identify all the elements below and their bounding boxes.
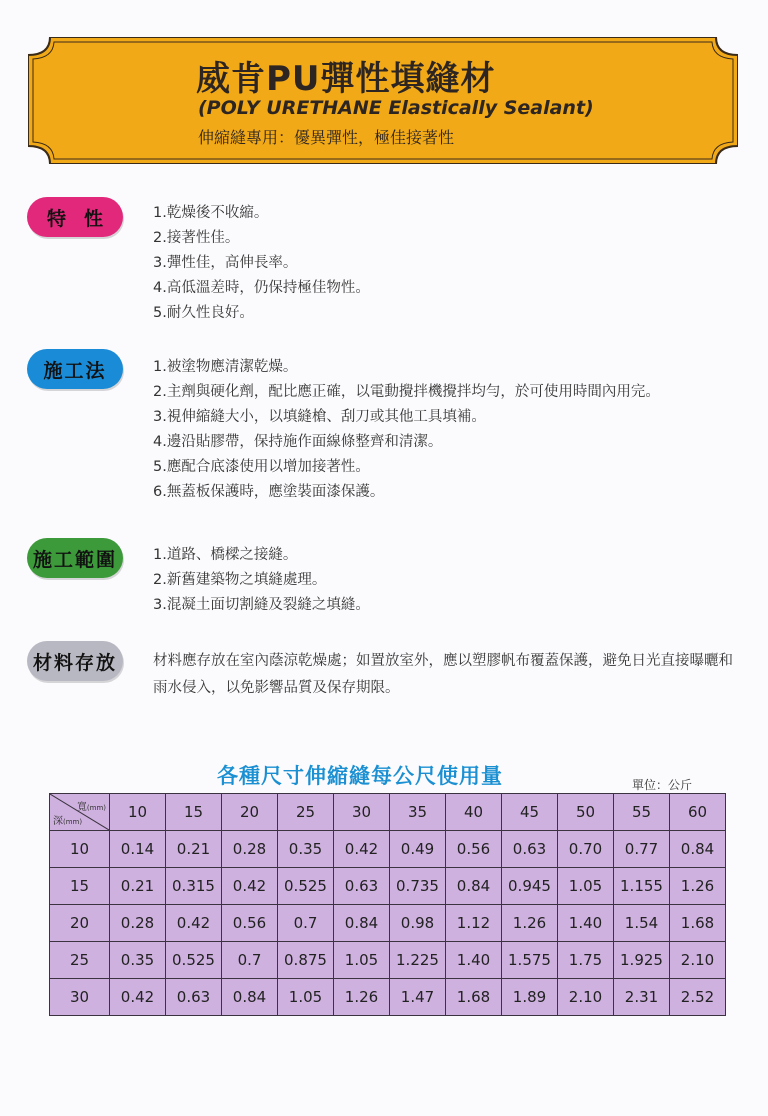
- list-item: 4.高低溫差時，仍保持極佳物性。: [153, 280, 370, 296]
- table-cell: 0.84: [334, 905, 390, 942]
- scope-list: [153, 543, 370, 618]
- table-cell: 0.77: [614, 831, 670, 868]
- table-cell: 0.42: [110, 979, 166, 1016]
- table-cell: 0.56: [222, 905, 278, 942]
- table-cell: 0.28: [110, 905, 166, 942]
- table-cell: 0.84: [670, 831, 726, 868]
- depth-header: 20: [50, 905, 110, 942]
- table-cell: 0.7: [222, 942, 278, 979]
- table-cell: 2.52: [670, 979, 726, 1016]
- table-cell: 1.68: [670, 905, 726, 942]
- table-row: [50, 868, 726, 905]
- width-header: 10: [110, 794, 166, 831]
- list-item: 2.接著性佳。: [153, 230, 240, 246]
- width-header: 35: [390, 794, 446, 831]
- table-cell: 0.21: [166, 831, 222, 868]
- table-cell: 0.42: [166, 905, 222, 942]
- properties-badge: 特性: [27, 197, 123, 237]
- list-item: 3.視伸縮縫大小，以填縫槍、刮刀或其他工具填補。: [153, 409, 486, 425]
- table-cell: 1.05: [334, 942, 390, 979]
- header-banner: [28, 37, 738, 164]
- list-item: 5.應配合底漆使用以增加接著性。: [153, 459, 370, 475]
- width-header: 40: [446, 794, 502, 831]
- table-cell: 2.31: [614, 979, 670, 1016]
- table-row: [50, 942, 726, 979]
- table-cell: 0.7: [278, 905, 334, 942]
- method-badge: 施工法: [27, 349, 123, 389]
- table-cell: 0.98: [390, 905, 446, 942]
- depth-header: 15: [50, 868, 110, 905]
- table-row: [50, 831, 726, 868]
- table-cell: 1.68: [446, 979, 502, 1016]
- table-cell: 0.315: [166, 868, 222, 905]
- table-cell: 0.42: [222, 868, 278, 905]
- usage-table: [49, 793, 726, 1016]
- table-cell: 0.21: [110, 868, 166, 905]
- table-cell: 0.63: [502, 831, 558, 868]
- table-title: 各種尺寸伸縮縫每公尺使用量: [217, 764, 503, 788]
- list-item: 1.道路、橋樑之接縫。: [153, 547, 298, 563]
- table-cell: 0.875: [278, 942, 334, 979]
- list-item: 2.主劑與硬化劑，配比應正確，以電動攪拌機攪拌均勻，於可使用時間內用完。: [153, 384, 660, 400]
- list-item: 6.無蓋板保護時，應塗裝面漆保護。: [153, 484, 385, 500]
- storage-text: 材料應存放在室內蔭涼乾燥處；如置放室外，應以塑膠帆布覆蓋保護，避免日光直接曝曬和雨水侵入，以免影響品質及保存期限。: [153, 653, 733, 696]
- table-cell: 0.56: [446, 831, 502, 868]
- table-cell: 1.05: [558, 868, 614, 905]
- table-cell: 0.84: [222, 979, 278, 1016]
- table-cell: 1.47: [390, 979, 446, 1016]
- table-cell: 1.155: [614, 868, 670, 905]
- storage-badge: 材料存放: [27, 641, 123, 681]
- table-cell: 1.75: [558, 942, 614, 979]
- width-header: 20: [222, 794, 278, 831]
- table-cell: 0.70: [558, 831, 614, 868]
- table-unit: 單位：公斤: [632, 778, 693, 792]
- table-cell: 1.575: [502, 942, 558, 979]
- table-header-row: [50, 794, 726, 831]
- list-item: 1.乾燥後不收縮。: [153, 205, 269, 221]
- table-cell: 1.225: [390, 942, 446, 979]
- table-cell: 1.40: [558, 905, 614, 942]
- table-cell: 1.40: [446, 942, 502, 979]
- width-header: 50: [558, 794, 614, 831]
- table-cell: 0.84: [446, 868, 502, 905]
- width-header: 60: [670, 794, 726, 831]
- list-item: 4.邊沿貼膠帶，保持施作面線條整齊和清潔。: [153, 434, 443, 450]
- table-cell: 0.35: [110, 942, 166, 979]
- table-cell: 1.925: [614, 942, 670, 979]
- table-cell: 0.525: [166, 942, 222, 979]
- table-cell: 0.14: [110, 831, 166, 868]
- scope-badge: 施工範圍: [27, 538, 123, 578]
- width-header: 25: [278, 794, 334, 831]
- corner-width-label: 寬(mm): [76, 802, 106, 813]
- depth-header: 10: [50, 831, 110, 868]
- table-cell: 1.89: [502, 979, 558, 1016]
- properties-list: [153, 201, 370, 326]
- width-header: 15: [166, 794, 222, 831]
- depth-header: 30: [50, 979, 110, 1016]
- table-cell: 0.63: [334, 868, 390, 905]
- corner-depth-label: 深(mm): [53, 816, 83, 827]
- table-cell: 0.35: [278, 831, 334, 868]
- table-cell: 1.54: [614, 905, 670, 942]
- list-item: 1.被塗物應清潔乾燥。: [153, 359, 298, 375]
- list-item: 2.新舊建築物之填縫處理。: [153, 572, 327, 588]
- table-cell: 1.26: [334, 979, 390, 1016]
- table-cell: 1.12: [446, 905, 502, 942]
- table-corner-cell: [50, 794, 110, 831]
- table-cell: 1.05: [278, 979, 334, 1016]
- table-cell: 0.49: [390, 831, 446, 868]
- depth-header: 25: [50, 942, 110, 979]
- width-header: 55: [614, 794, 670, 831]
- table-cell: 0.28: [222, 831, 278, 868]
- table-row: [50, 905, 726, 942]
- table-cell: 0.63: [166, 979, 222, 1016]
- list-item: 5.耐久性良好。: [153, 305, 254, 321]
- table-cell: 2.10: [670, 942, 726, 979]
- table-cell: 2.10: [558, 979, 614, 1016]
- table-cell: 1.26: [670, 868, 726, 905]
- table-cell: 1.26: [502, 905, 558, 942]
- list-item: 3.彈性佳，高伸長率。: [153, 255, 298, 271]
- width-header: 45: [502, 794, 558, 831]
- page-subtitle: 伸縮縫專用：優異彈性，極佳接著性: [198, 128, 455, 147]
- table-cell: 0.945: [502, 868, 558, 905]
- table-cell: 0.735: [390, 868, 446, 905]
- width-header: 30: [334, 794, 390, 831]
- table-cell: 0.525: [278, 868, 334, 905]
- table-row: [50, 979, 726, 1016]
- list-item: 3.混凝土面切割縫及裂縫之填縫。: [153, 597, 370, 613]
- table-cell: 0.42: [334, 831, 390, 868]
- method-list: [153, 355, 660, 505]
- page-title: 威肯PU彈性填縫材: [196, 59, 496, 99]
- page-title-english: (POLY URETHANE Elastically Sealant): [198, 97, 594, 119]
